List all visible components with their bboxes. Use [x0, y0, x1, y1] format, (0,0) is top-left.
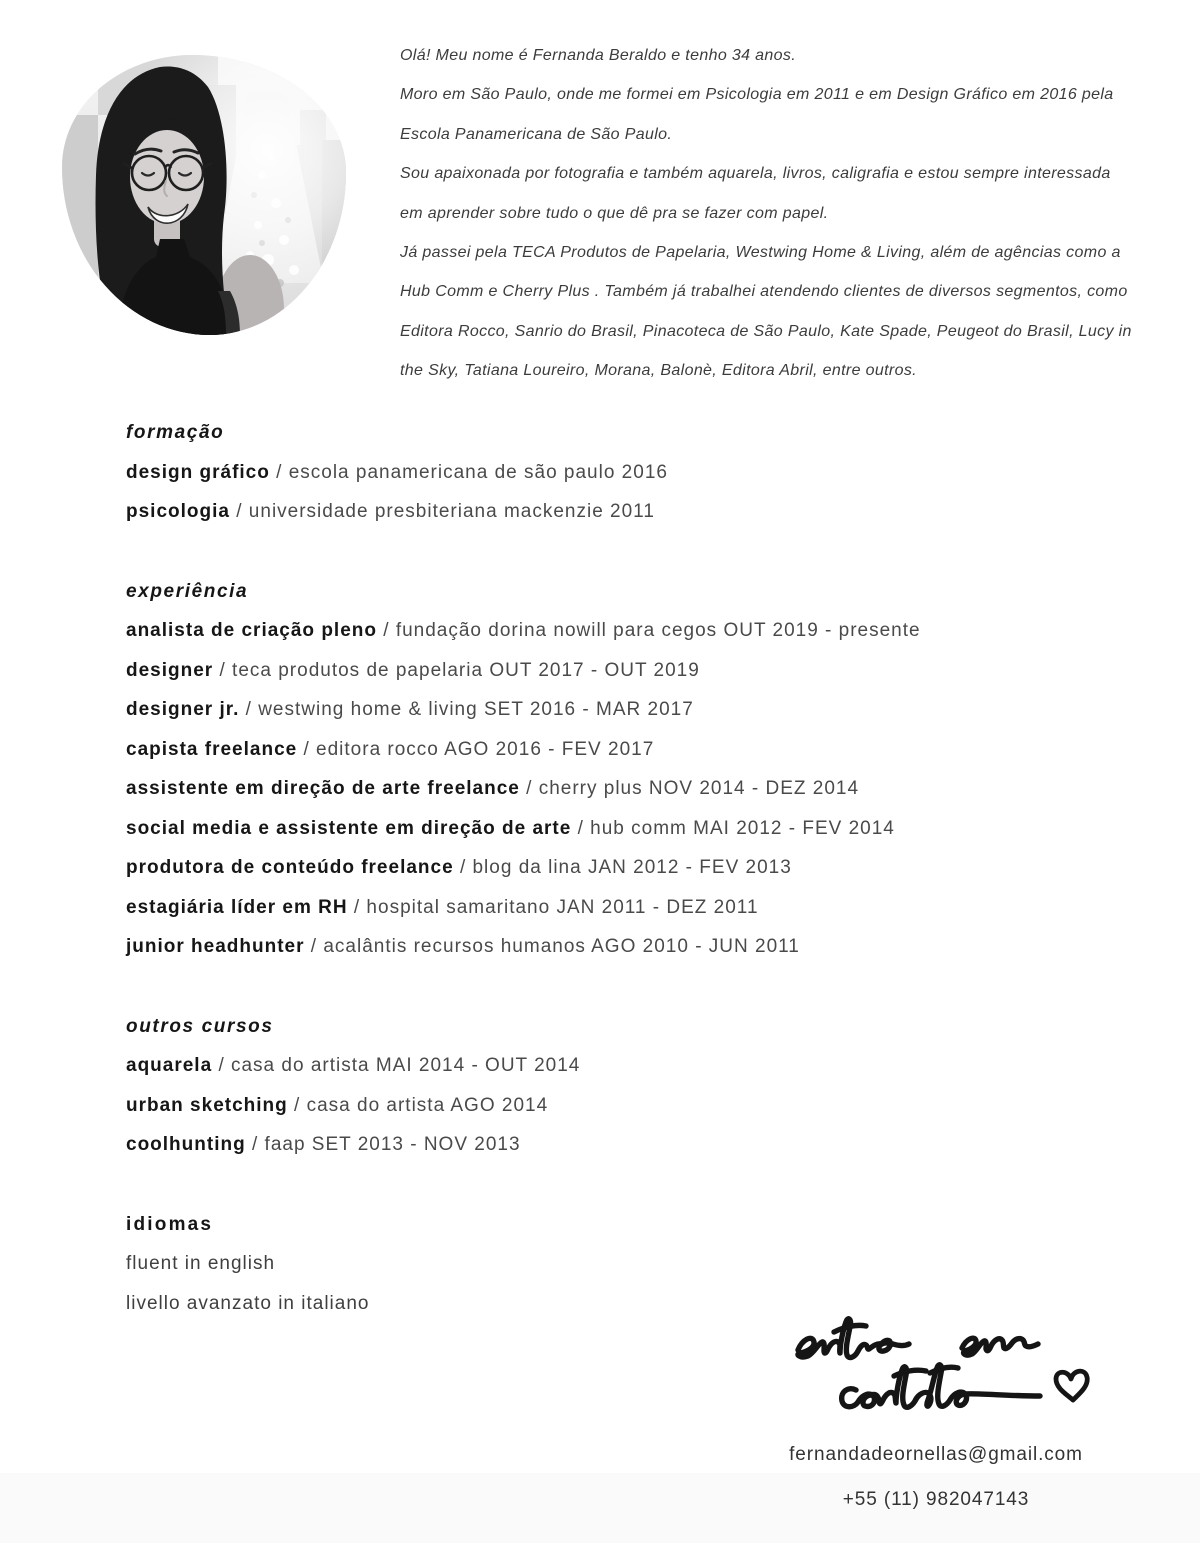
entry-detail: / casa do artista AGO 2014 [294, 1094, 549, 1116]
entry-detail: / hub comm MAI 2012 - FEV 2014 [577, 817, 895, 839]
entry-detail: / editora rocco AGO 2016 - FEV 2017 [303, 738, 655, 760]
entry-title: social media e assistente em direção de arte [126, 817, 572, 839]
entry-detail: / hospital samaritano JAN 2011 - DEZ 2011 [353, 896, 759, 918]
intro-line: the Sky, Tatiana Loureiro, Morana, Balonè, Editora Abril, entre outros. [400, 362, 917, 380]
course-entry [126, 1086, 1126, 1126]
experience-entry [126, 611, 1126, 651]
heart-icon [1056, 1371, 1087, 1400]
experience-entry [126, 769, 1126, 809]
language-entry: fluent in english [126, 1253, 276, 1274]
entry-detail: / casa do artista MAI 2014 - OUT 2014 [218, 1055, 581, 1076]
entry-title: produtora de conteúdo freelance [126, 857, 454, 878]
entry-title: urban sketching [126, 1094, 288, 1116]
education-entry [126, 453, 1126, 493]
intro-line: Já passei pela TECA Produtos de Papelaria, Westwing Home & Living, além de agências como a [400, 243, 1121, 261]
entry-title: designer jr. [126, 699, 240, 720]
entry-title: design gráfico [126, 461, 270, 483]
intro-line: em aprender sobre tudo o que dê pra se fazer com papel. [400, 204, 829, 222]
intro-line: Sou apaixonada por fotografia e também aquarela, livros, caligrafia e estou sempre interessada [400, 165, 1111, 183]
intro-line: Moro em São Paulo, onde me formei em Psicologia em 2011 e em Design Gráfico em 2016 pela [400, 86, 1114, 104]
entry-title: coolhunting [126, 1134, 246, 1155]
contact-phone: +55 (11) 982047143 [842, 1489, 1030, 1510]
entry-detail: / universidade presbiteriana mackenzie 2011 [236, 501, 655, 522]
section-heading-formacao: formação [126, 422, 225, 443]
intro-line: Olá! Meu nome é Fernanda Beraldo e tenho 34 anos. [400, 47, 797, 64]
intro-line: Hub Comm e Cherry Plus . Também já trabalhei atendendo clientes de diversos segmentos, como [400, 283, 1128, 301]
entry-title: estagiária líder em RH [126, 896, 348, 918]
course-entry [126, 1125, 1126, 1165]
entry-title: assistente em direção de arte freelance [126, 778, 520, 799]
intro-line: Editora Rocco, Sanrio do Brasil, Pinacoteca de São Paulo, Kate Spade, Peugeot do Brasil, Lucy in [400, 322, 1132, 340]
section-formacao [126, 413, 1126, 532]
experience-entry [126, 730, 1126, 770]
portrait-illustration [62, 55, 346, 335]
section-outros-cursos [126, 1007, 1126, 1165]
entry-title: psicologia [126, 501, 230, 522]
section-experiencia [126, 572, 1126, 967]
handwriting-illustration [778, 1300, 1114, 1440]
education-entry [126, 492, 1126, 532]
section-heading-outros-cursos: outros cursos [126, 1015, 274, 1037]
experience-entry [126, 809, 1126, 849]
section-heading-idiomas: idiomas [126, 1213, 214, 1235]
course-entry [126, 1046, 1126, 1086]
entry-detail: / faap SET 2013 - NOV 2013 [251, 1134, 521, 1155]
profile-photo [62, 55, 346, 335]
experience-entry [126, 690, 1126, 730]
entry-detail: / cherry plus NOV 2014 - DEZ 2014 [526, 778, 860, 799]
language-entry: livello avanzato in italiano [126, 1292, 370, 1314]
entry-detail: / blog da lina JAN 2012 - FEV 2013 [459, 857, 792, 878]
entry-detail: / acalântis recursos humanos AGO 2010 - JUN 2011 [310, 936, 800, 957]
experience-entry [126, 927, 1126, 967]
resume-body [126, 413, 1126, 1363]
entry-title: analista de criação pleno [126, 620, 377, 641]
intro-line: Escola Panamericana de São Paulo. [400, 125, 673, 143]
entry-detail: / westwing home & living SET 2016 - MAR 2017 [245, 699, 694, 720]
entry-detail: / teca produtos de papelaria OUT 2017 - OUT 2019 [219, 659, 700, 681]
entry-title: designer [126, 659, 214, 681]
experience-entry [126, 848, 1126, 888]
entry-detail: / fundação dorina nowill para cegos OUT 2019 - presente [383, 620, 921, 641]
entry-title: capista freelance [126, 738, 298, 760]
handwritten-contact-note [778, 1300, 1114, 1440]
experience-entry [126, 651, 1126, 691]
contact-email: fernandadeornellas@gmail.com [789, 1444, 1083, 1465]
entry-title: junior headhunter [126, 936, 305, 957]
experience-entry [126, 888, 1126, 928]
entry-detail: / escola panamericana de são paulo 2016 [276, 461, 668, 483]
intro-text [400, 36, 1160, 391]
section-heading-experiencia: experiência [126, 580, 249, 602]
entry-title: aquarela [126, 1055, 213, 1076]
